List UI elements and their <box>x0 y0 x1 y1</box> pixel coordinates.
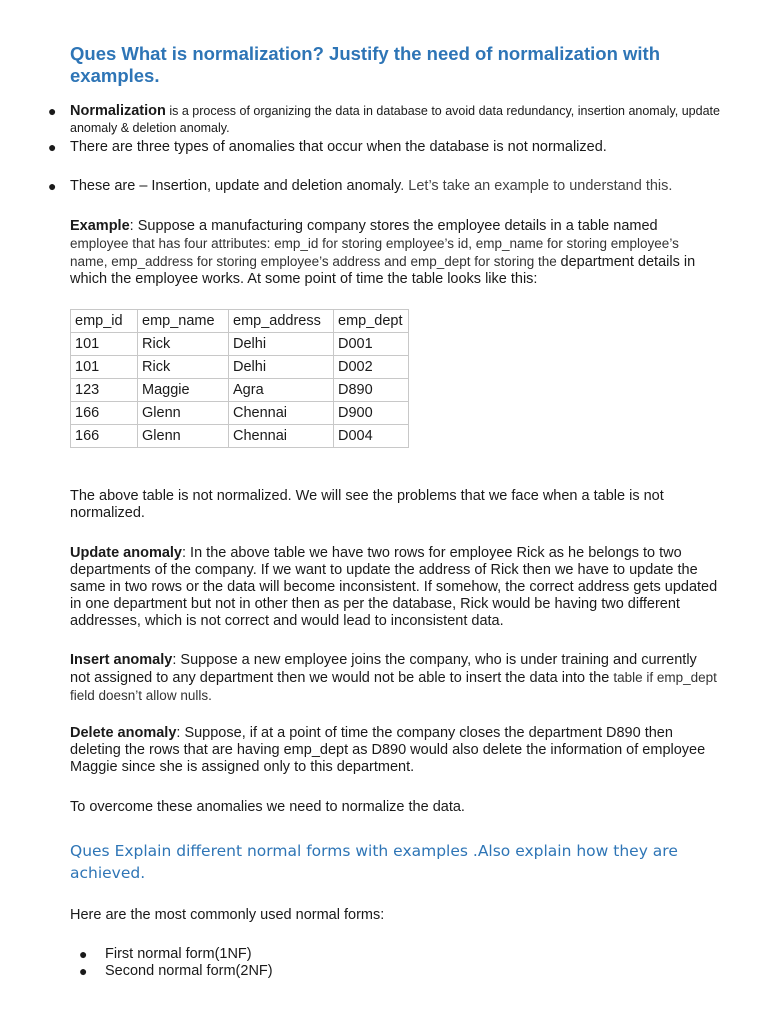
table-cell: 101 <box>71 356 138 379</box>
delete-anomaly-text: : Suppose, if at a point of time the company closes the department D890 then deleting the rows that are having emp_dept as D890 would also delete the information of employee Maggie since she is assigned only to this department. <box>70 725 706 775</box>
table-cell: Rick <box>138 333 229 356</box>
table-cell: D900 <box>334 402 409 425</box>
table-cell: Delhi <box>229 356 334 379</box>
table-cell: Delhi <box>229 333 334 356</box>
table-cell: Maggie <box>138 379 229 402</box>
list-item-label: First normal form(1NF) <box>105 946 252 962</box>
bullet-dot-icon: ● <box>79 963 88 979</box>
bullet-anomaly-types <box>48 178 730 195</box>
header-cell: emp_name <box>138 310 229 333</box>
question-heading-normal-forms: Ques Explain different normal forms with examples .Also explain how they are achieved. <box>70 842 678 882</box>
insert-anomaly-paragraph <box>70 652 720 705</box>
not-normalized-paragraph: The above table is not normalized. We will see the problems that we face when a table is not normalized. <box>70 488 664 521</box>
table-cell: D004 <box>334 425 409 448</box>
delete-anomaly-paragraph <box>70 725 720 776</box>
table-cell: D890 <box>334 379 409 402</box>
table-row <box>71 402 409 425</box>
table-row <box>71 333 409 356</box>
table-cell: 123 <box>71 379 138 402</box>
table-cell: 166 <box>71 425 138 448</box>
table-cell: 166 <box>71 402 138 425</box>
bullet-dot-icon: ● <box>48 103 57 119</box>
list-item <box>79 946 705 963</box>
table-row <box>71 425 409 448</box>
table-row <box>71 356 409 379</box>
example-paragraph <box>70 218 720 288</box>
bullet-dot-icon: ● <box>48 178 57 194</box>
list-item <box>79 963 705 980</box>
insert-anomaly-tail: table if emp_dept field doesn’t allow nulls. <box>70 670 717 703</box>
employee-table <box>70 309 409 448</box>
update-anomaly-label: Update anomaly <box>70 545 182 561</box>
update-anomaly-paragraph <box>70 545 720 630</box>
table-cell: D001 <box>334 333 409 356</box>
table-cell: Glenn <box>138 425 229 448</box>
table-cell: Chennai <box>229 402 334 425</box>
table-cell: 101 <box>71 333 138 356</box>
table-cell: Rick <box>138 356 229 379</box>
example-text-1: : Suppose a manufacturing company stores the employee details in a table named <box>129 218 658 234</box>
table-cell: D002 <box>334 356 409 379</box>
bullet-dot-icon: ● <box>48 139 57 155</box>
delete-anomaly-label: Delete anomaly <box>70 725 177 741</box>
table-cell: Glenn <box>138 402 229 425</box>
bullet-three-anomalies <box>48 139 730 156</box>
insert-anomaly-text: : Suppose a new employee joins the company, who is under training and currently not assigned to any department then we would not be able to insert the data into the <box>70 652 697 686</box>
header-cell: emp_address <box>229 310 334 333</box>
example-text-3: department details in which the employee works. At some point of time the table looks like this: <box>70 254 696 287</box>
example-label: Example <box>70 218 130 234</box>
example-text-2: employee that has four attributes: emp_id for storing employee’s id, emp_name for storing employee’s name, emp_address for storing employee’s address and emp_dept for storing the <box>70 236 679 269</box>
update-anomaly-text: : In the above table we have two rows for employee Rick as he belongs to two departments of the company. If we want to update the address of Rick then we have to update the same in two rows or the data will become inconsistent. If somehow, the correct address gets updated in one department but not in other then as per the database, Rick would be having two different addresses, which is not correct and would lead to inconsistent data. <box>70 545 718 629</box>
normal-forms-intro: Here are the most commonly used normal forms: <box>70 907 385 923</box>
insert-anomaly-label: Insert anomaly <box>70 652 173 668</box>
table-cell: Agra <box>229 379 334 402</box>
table-header-row <box>71 310 409 333</box>
bullet-normalization-definition <box>48 103 730 137</box>
table-row <box>71 379 409 402</box>
normalization-term: Normalization <box>70 103 166 119</box>
list-item-label: Second normal form(2NF) <box>105 963 273 979</box>
normalization-definition-text: is a process of organizing the data in database to avoid data redundancy, insertion anomaly, update anomaly & deletion anomaly. <box>70 104 720 135</box>
anomaly-types-tail: . Let’s take an example to understand this. <box>400 178 673 194</box>
overcome-paragraph: To overcome these anomalies we need to normalize the data. <box>70 799 465 815</box>
three-anomalies-text: There are three types of anomalies that occur when the database is not normalized. <box>70 139 607 155</box>
header-cell: emp_id <box>71 310 138 333</box>
bullet-dot-icon: ● <box>79 946 88 962</box>
table-cell: Chennai <box>229 425 334 448</box>
question-heading-normalization: Ques What is normalization? Justify the need of normalization with examples. <box>70 43 660 86</box>
anomaly-types-text: These are – Insertion, update and deletion anomaly <box>70 178 401 194</box>
header-cell: emp_dept <box>334 310 409 333</box>
